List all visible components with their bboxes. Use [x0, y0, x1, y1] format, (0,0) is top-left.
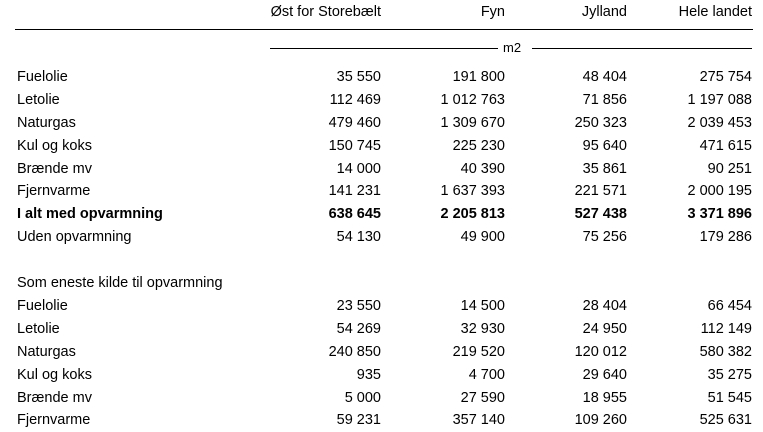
cell-value: 66 454: [707, 298, 752, 315]
cell-value: 71 856: [582, 91, 627, 108]
row-label: Brænde mv: [17, 389, 92, 406]
row-label: Naturgas: [17, 343, 76, 360]
section-heading: [0, 272, 763, 295]
cell-value: 1 309 670: [440, 114, 505, 131]
cell-value: 28 404: [582, 298, 627, 315]
row-label: Uden opvarmning: [17, 229, 132, 246]
cell-value: 32 930: [460, 320, 505, 337]
cell-value: 580 382: [699, 343, 752, 360]
cell-value: 18 955: [582, 389, 627, 406]
cell-value: 35 861: [582, 160, 627, 177]
section-spacer: [0, 249, 763, 272]
cell-value: 2 000 195: [687, 183, 752, 200]
column-header-hele-landet: Hele landet: [678, 4, 752, 20]
cell-value: 527 438: [574, 206, 627, 223]
cell-value: 14 000: [336, 160, 381, 177]
cell-value: 1 197 088: [687, 91, 752, 108]
table-row: [0, 180, 763, 203]
cell-value: 3 371 896: [687, 206, 752, 223]
cell-value: 191 800: [452, 69, 505, 85]
cell-value: 4 700: [468, 366, 505, 383]
unit-label: m2: [503, 40, 522, 55]
cell-value: 35 550: [336, 69, 381, 85]
unit-rule-left: [270, 48, 498, 49]
cell-value: 49 900: [460, 229, 505, 246]
row-label: Fjernvarme: [17, 412, 91, 429]
cell-value: 150 745: [328, 137, 381, 154]
cell-value: 14 500: [460, 298, 505, 315]
cell-value: 250 323: [574, 114, 627, 131]
table-row: [0, 89, 763, 112]
cell-value: 27 590: [460, 389, 505, 406]
row-label: Fuelolie: [17, 298, 68, 315]
row-label: Fuelolie: [17, 69, 68, 85]
cell-value: 240 850: [328, 343, 381, 360]
header-rule: [15, 29, 753, 30]
cell-value: 40 390: [460, 160, 505, 177]
table-row: [0, 387, 763, 410]
cell-value: 35 275: [707, 366, 752, 383]
cell-value: 141 231: [328, 183, 381, 200]
table-row: [0, 409, 763, 432]
row-label: Kul og koks: [17, 137, 92, 154]
table-row: [0, 364, 763, 387]
cell-value: 54 130: [336, 229, 381, 246]
cell-value: 1 012 763: [440, 91, 505, 108]
table-row: [0, 112, 763, 135]
table-row: [0, 295, 763, 318]
cell-value: 54 269: [336, 320, 381, 337]
table-row: [0, 66, 763, 89]
column-header-jylland: Jylland: [581, 4, 627, 20]
cell-value: 638 645: [328, 206, 381, 223]
cell-value: 59 231: [336, 412, 381, 429]
cell-value: 112 149: [700, 320, 752, 337]
cell-value: 1 637 393: [440, 183, 505, 200]
cell-value: 23 550: [336, 298, 381, 315]
cell-value: 525 631: [699, 412, 752, 429]
cell-value: 90 251: [707, 160, 752, 177]
row-label: Brænde mv: [17, 160, 92, 177]
cell-value: 95 640: [582, 137, 627, 154]
row-label: Naturgas: [17, 114, 76, 131]
column-header-ost-for-storebaelt: Øst for Storebælt: [270, 4, 381, 20]
table-row: [0, 341, 763, 364]
cell-value: 51 545: [707, 389, 752, 406]
cell-value: 48 404: [582, 69, 627, 85]
cell-value: 109 260: [574, 412, 627, 429]
cell-value: 479 460: [328, 114, 381, 131]
data-table: [0, 66, 763, 432]
row-label: Fjernvarme: [17, 183, 91, 200]
cell-value: 24 950: [582, 320, 627, 337]
table-row: [0, 135, 763, 158]
cell-value: 935: [356, 366, 381, 383]
cell-value: 357 140: [452, 412, 505, 429]
cell-value: 275 754: [699, 69, 752, 85]
cell-value: 219 520: [452, 343, 505, 360]
table-row: [0, 226, 763, 249]
table-row: [0, 158, 763, 181]
cell-value: 29 640: [582, 366, 627, 383]
cell-value: 2 039 453: [687, 114, 752, 131]
row-label: Letolie: [17, 320, 60, 337]
section-title: Som eneste kilde til opvarmning: [17, 275, 223, 292]
total-row: [0, 203, 763, 226]
row-label: Letolie: [17, 91, 60, 108]
cell-value: 5 000: [344, 389, 381, 406]
row-label: I alt med opvarmning: [17, 206, 163, 223]
cell-value: 221 571: [574, 183, 627, 200]
cell-value: 75 256: [582, 229, 627, 246]
unit-rule-right: [532, 48, 752, 49]
cell-value: 471 615: [699, 137, 752, 154]
cell-value: 112 469: [329, 91, 381, 108]
row-label: Kul og koks: [17, 366, 92, 383]
table-row: [0, 318, 763, 341]
column-header-fyn: Fyn: [480, 4, 505, 20]
cell-value: 225 230: [452, 137, 505, 154]
cell-value: 179 286: [699, 229, 752, 246]
cell-value: 120 012: [574, 343, 627, 360]
cell-value: 2 205 813: [440, 206, 505, 223]
